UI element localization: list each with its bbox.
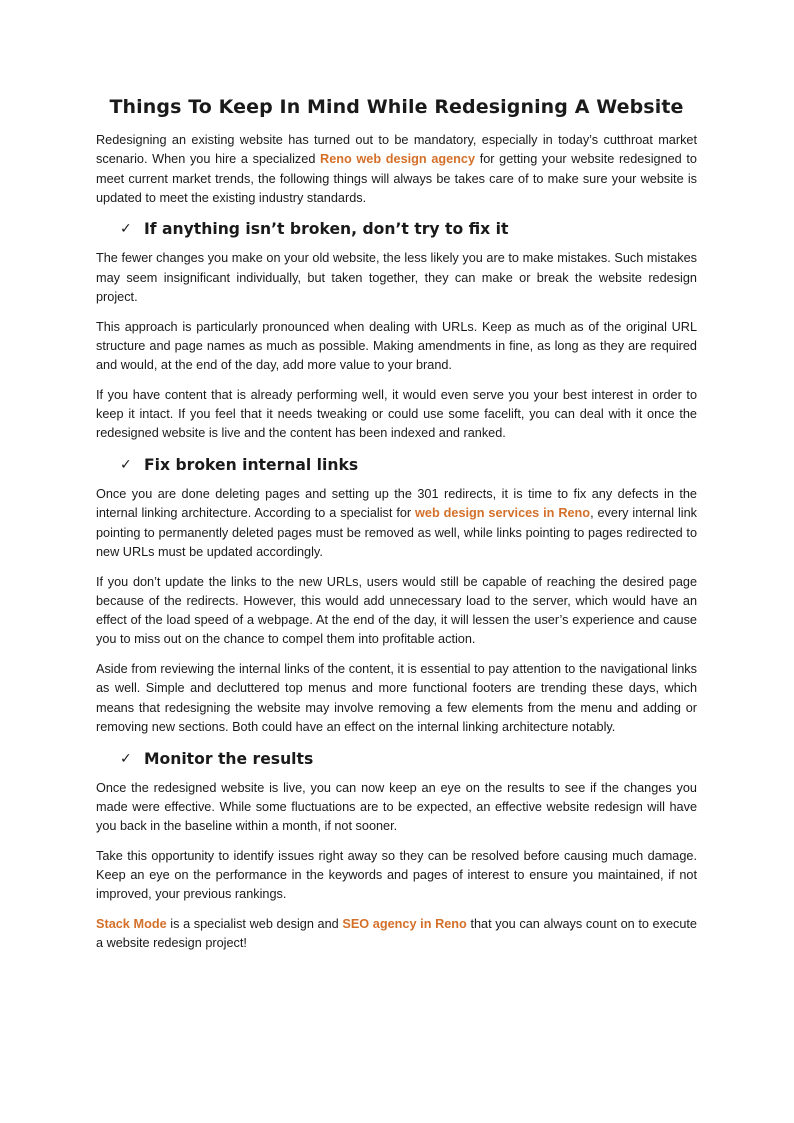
intro-paragraph: Redesigning an existing website has turned out to be mandatory, especially in today’s cutthroat market scenario. When you hire a specialized Reno web design agency for getting your website redesigned to meet current market trends, the following things will always be takes care of to make sure your website is updated to meet the existing industry standards. (96, 133, 697, 205)
paragraph: Take this opportunity to identify issues right away so they can be resolved before causing much damage. Keep an eye on the performance in the keywords and pages of interest to ensure you maintained, if not improved, your previous rankings. (96, 848, 697, 902)
paragraph: Once you are done deleting pages and setting up the 301 redirects, it is time to fix any defects in the internal linking architecture. According to a specialist for web design services in Reno, every internal link pointing to permanently deleted pages must be removed as well, while links pointing to pages redirected to new URLs must be updated accordingly. (96, 487, 697, 559)
section-heading-monitor: ✓ Monitor the results (120, 749, 314, 768)
paragraph: Once the redesigned website is live, you can now keep an eye on the results to see if the changes you made were effective. While some fluctuations are to be expected, an effective website redesign will have you back in the baseline within a month, if not sooner. (96, 780, 697, 834)
stack-mode-link[interactable]: Stack Mode (96, 916, 167, 931)
checkmark-icon: ✓ (120, 221, 132, 238)
paragraph: If you have content that is already performing well, it would even serve you your best interest in order to keep it intact. If you feel that it needs tweaking or could use some facelift, you can deal with it once the redesigned website is live and the content has been indexed and ranked. (96, 387, 697, 441)
page-title: Things To Keep In Mind While Redesigning A Website (109, 96, 684, 118)
closing-paragraph: Stack Mode is a specialist web design and SEO agency in Reno that you can always count on to execute a website redesign project! (96, 916, 697, 951)
section-heading-fix-links: ✓ Fix broken internal links (120, 456, 359, 475)
reno-web-design-agency-link[interactable]: Reno web design agency (320, 152, 476, 167)
document-page (96, 96, 697, 964)
paragraph: This approach is particularly pronounced when dealing with URLs. Keep as much as of the original URL structure and page names as much as possible. Making amendments in fine, as long as they are required and would, at the end of the day, add more value to your brand. (96, 319, 697, 373)
paragraph: The fewer changes you make on your old website, the less likely you are to make mistakes. Such mistakes may seem insignificant individually, but taken together, they can make or break the website redesign project. (96, 251, 697, 305)
section-heading-dont-fix: ✓ If anything isn’t broken, don’t try to fix it (120, 220, 509, 239)
seo-agency-reno-link[interactable]: SEO agency in Reno (342, 916, 467, 931)
checkmark-icon: ✓ (120, 750, 132, 767)
web-design-services-reno-link[interactable]: web design services in Reno (415, 506, 591, 521)
paragraph: Aside from reviewing the internal links of the content, it is essential to pay attention to the navigational links as well. Simple and decluttered top menus and more functional footers are trending these days, which means that redesigning the website may involve removing a few elements from the menu and adding or removing new sections. Both could have an effect on the internal linking architecture notably. (96, 662, 697, 734)
paragraph: If you don’t update the links to the new URLs, users would still be capable of reaching the desired page because of the redirects. However, this would add unnecessary load to the server, which would have an effect of the load speed of a webpage. At the end of the day, it will lessen the user’s experience and cause you to miss out on the chance to compel them into profitable action. (96, 574, 697, 647)
checkmark-icon: ✓ (120, 457, 132, 474)
